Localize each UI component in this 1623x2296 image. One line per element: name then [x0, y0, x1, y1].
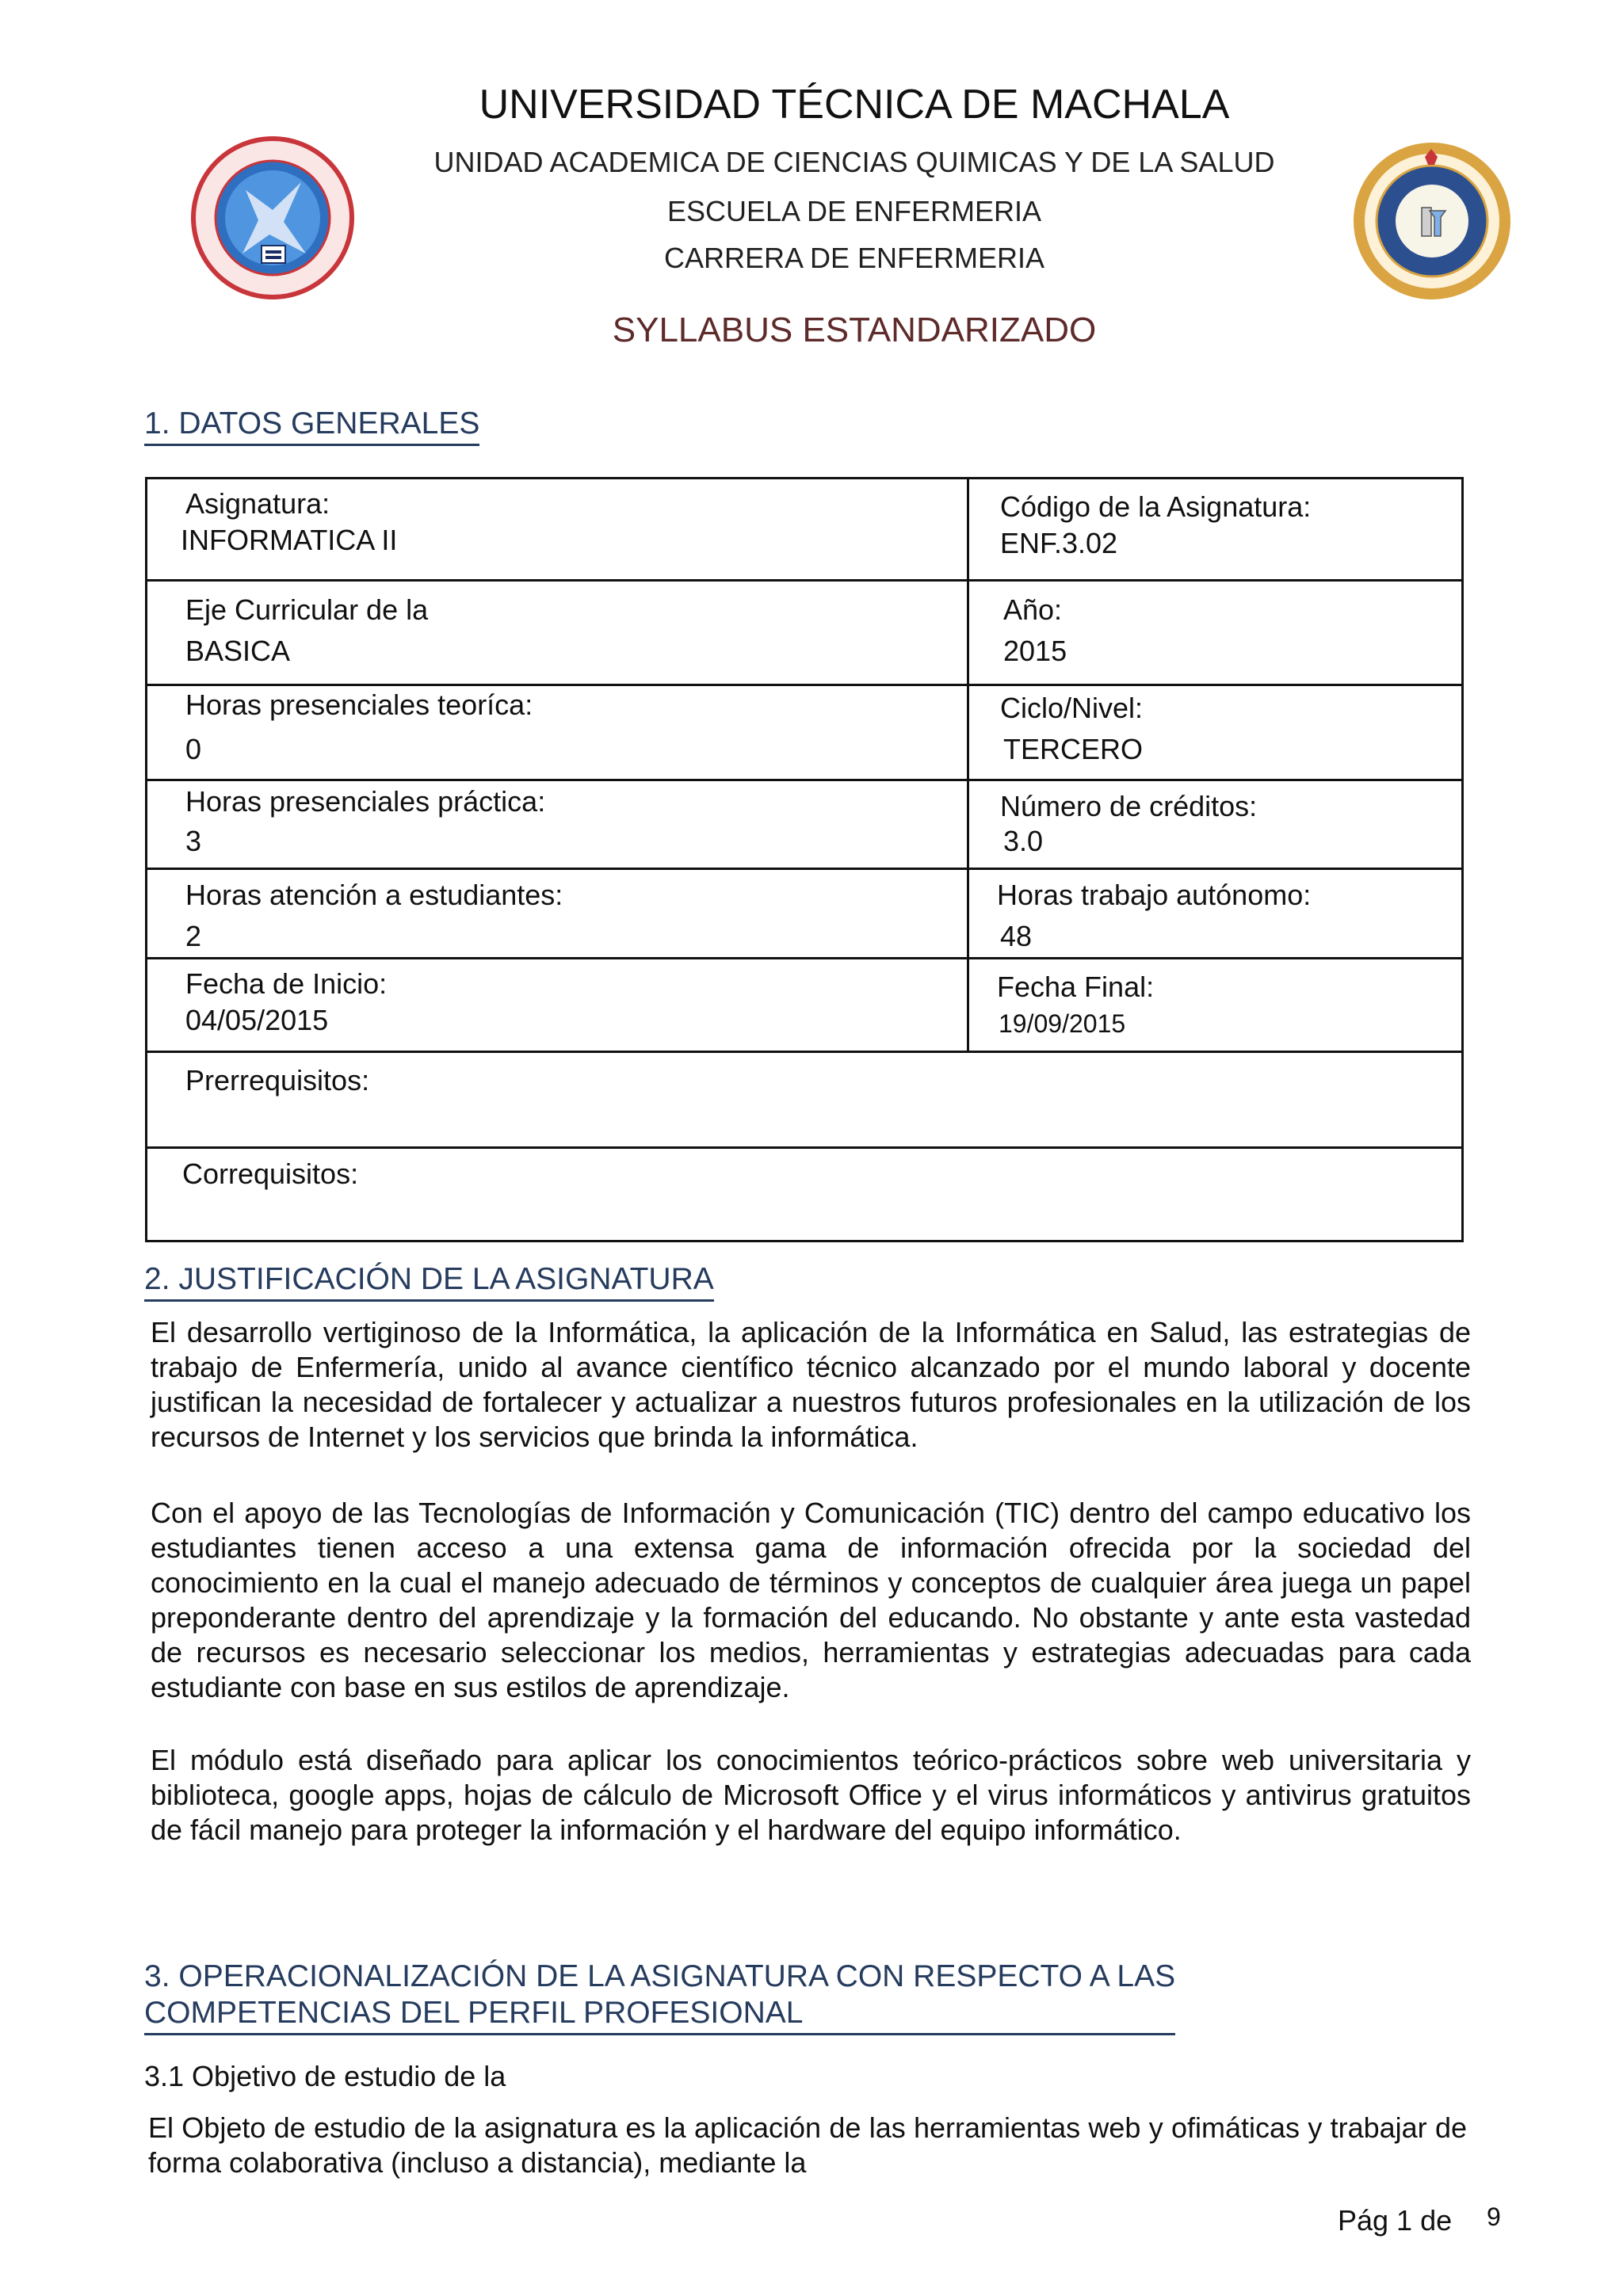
fecha-inicio-value: 04/05/2015	[185, 1004, 329, 1036]
section-3-title	[144, 1958, 1175, 2035]
fecha-final-label: Fecha Final:	[997, 971, 1155, 1003]
table-divider-vertical	[967, 479, 969, 1053]
subsection-3-1-title: 3.1 Objetivo de estudio de la	[144, 2060, 506, 2092]
table-divider	[147, 779, 1461, 781]
page-total: 9	[1487, 2203, 1501, 2231]
asignatura-value: INFORMATICA II	[181, 524, 398, 556]
table-divider	[147, 579, 1461, 582]
table-divider	[147, 1146, 1461, 1149]
ciclo-nivel-value: TERCERO	[1003, 733, 1144, 765]
ciclo-nivel-label: Ciclo/Nivel:	[1000, 692, 1144, 724]
justification-paragraph-3: El módulo está diseñado para aplicar los conocimientos teórico-prácticos sobre web universitaria y biblioteca, google apps, hojas de cálculo de Microsoft Office y el virus informáticos y antivirus gratuitos de fácil manejo para proteger la información y el hardware del equipo informático.	[151, 1744, 1471, 1846]
table-divider	[147, 1051, 1461, 1053]
anio-label: Año:	[1003, 593, 1063, 626]
document-title: SYLLABUS ESTANDARIZADO	[612, 311, 1097, 349]
university-name: UNIVERSIDAD TÉCNICA DE MACHALA	[479, 82, 1230, 128]
creditos-value: 3.0	[1003, 825, 1044, 857]
section-3-title-line-2: COMPETENCIAS DEL PERFIL PROFESIONAL	[144, 1996, 804, 2030]
section-1-title: 1. DATOS GENERALES	[144, 406, 479, 446]
horas-autonomo-label: Horas trabajo autónomo:	[997, 879, 1312, 911]
horas-teorica-label: Horas presenciales teoríca:	[185, 688, 533, 721]
section-3-title-line-1: 3. OPERACIONALIZACIÓN DE LA ASIGNATURA CON RESPECTO A LAS	[144, 1959, 1176, 1993]
table-divider	[147, 868, 1461, 870]
horas-atencion-value: 2	[185, 920, 202, 952]
page-number-label: Pág 1 de	[1338, 2204, 1453, 2237]
justification-paragraph-1: El desarrollo vertiginoso de la Informática, la aplicación de la Informática en Salud, las estrategias de trabajo de Enfermería, unido al avance científico técnico alcanzado por el mundo laboral y docente justifican la necesidad de fortalecer y actualizar a nuestros futuros profesionales en la utilización de los recursos de Internet y los servicios que brinda la informática.	[151, 1316, 1471, 1453]
creditos-label: Número de créditos:	[1000, 790, 1258, 822]
horas-practica-label: Horas presenciales práctica:	[185, 785, 546, 818]
codigo-value: ENF.3.02	[1000, 527, 1118, 559]
justification-paragraph-2: Con el apoyo de las Tecnologías de Información y Comunicación (TIC) dentro del campo educativo los estudiantes tienen acceso a una extensa gama de información ofrecida por la sociedad del conocimiento en la cual el manejo adecuado de términos y conceptos de cualquier área juega un papel preponderante dentro del aprendizaje y la formación del educando. No obstante y ante esta vastedad de recursos es necesario seleccionar los medios, herramientas y estrategias adecuadas para cada estudiante con base en sus estilos de aprendizaje.	[151, 1497, 1471, 1703]
prerrequisitos-label: Prerrequisitos:	[185, 1064, 370, 1097]
horas-teorica-value: 0	[185, 733, 202, 765]
horas-autonomo-value: 48	[1000, 920, 1033, 952]
anio-value: 2015	[1003, 635, 1067, 667]
horas-practica-value: 3	[185, 825, 202, 857]
fecha-final-value: 19/09/2015	[999, 1009, 1126, 1038]
general-data-table	[145, 477, 1464, 1242]
objective-paragraph: El Objeto de estudio de la asignatura es la aplicación de las herramientas web y ofimáticas y trabajar de forma colaborativa (incluso a distancia), mediante la	[148, 2111, 1467, 2179]
horas-atencion-label: Horas atención a estudiantes:	[185, 879, 563, 911]
asignatura-label: Asignatura:	[185, 487, 330, 520]
eje-curricular-label: Eje Curricular de la	[185, 593, 429, 626]
correquisitos-label: Correquisitos:	[182, 1158, 359, 1190]
section-2-title: 2. JUSTIFICACIÓN DE LA ASIGNATURA	[144, 1261, 714, 1302]
fecha-inicio-label: Fecha de Inicio:	[185, 967, 388, 1000]
career-name: CARRERA DE ENFERMERIA	[663, 242, 1045, 274]
school-name: ESCUELA DE ENFERMERIA	[666, 195, 1042, 227]
codigo-label: Código de la Asignatura:	[1000, 490, 1312, 523]
table-divider	[147, 957, 1461, 959]
table-divider	[147, 684, 1461, 686]
academic-unit-name: UNIDAD ACADEMICA DE CIENCIAS QUIMICAS Y DE LA SALUD	[433, 146, 1275, 178]
eje-curricular-value: BASICA	[185, 635, 291, 667]
